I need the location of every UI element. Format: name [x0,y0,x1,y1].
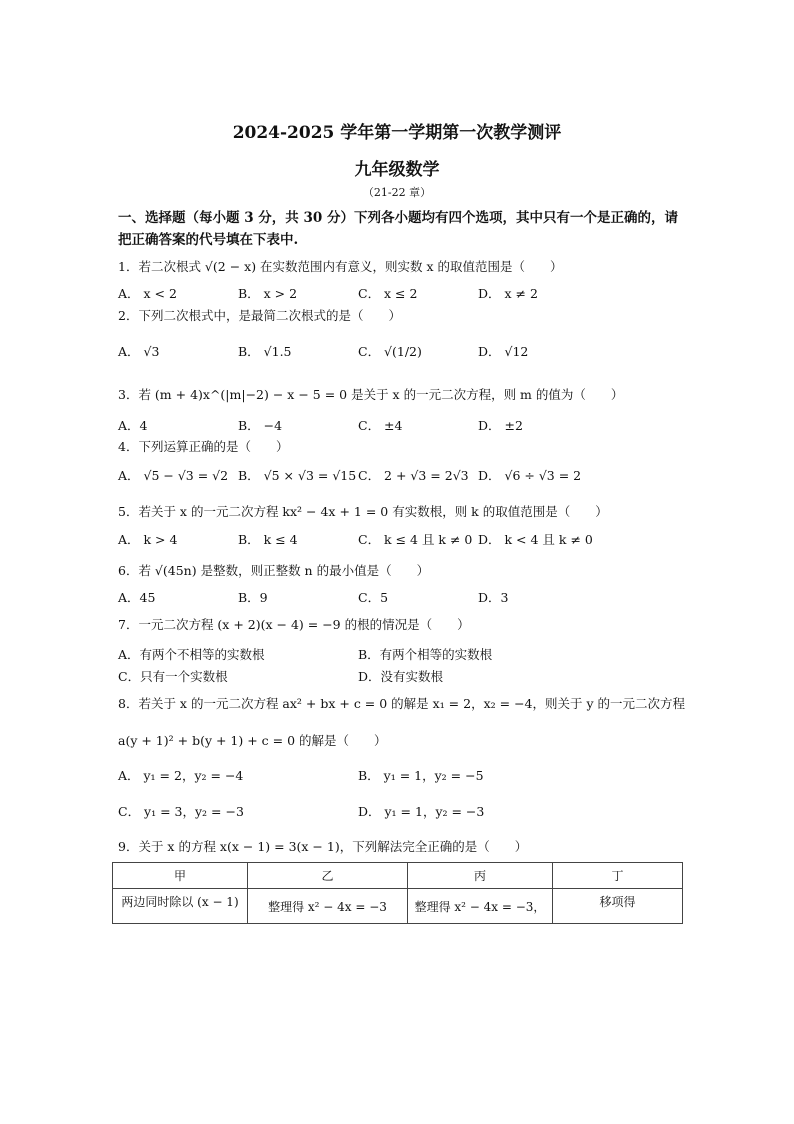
question-3-option-d: D． ±2 [478,418,523,433]
question-9-stem: 9．关于 x 的方程 x(x − 1) = 3(x − 1)，下列解法完全正确的是（ ） [118,839,528,854]
question-6-option-a: A．45 [118,590,156,605]
question-3-option-a: A．4 [118,418,148,433]
question-6-option-b: B．9 [238,590,268,605]
question-3-stem: 3．若 (m + 4)x^(|m|−2) − x − 5 = 0 是关于 x 的一元二次方程，则 m 的值为（ ） [118,387,624,402]
question-8-stem-line2: a(y + 1)² + b(y + 1) + c = 0 的解是（ ） [118,733,387,748]
question-2-stem: 2．下列二次根式中，是最简二次根式的是（ ） [118,308,401,323]
question-1-stem: 1．若二次根式 √(2 − x) 在实数范围内有意义，则实数 x 的取值范围是（ ） [118,259,563,274]
question-3-option-b: B． −4 [238,418,283,433]
question-7-stem: 7．一元二次方程 (x + 2)(x − 4) = −9 的根的情况是（ ） [118,617,470,632]
question-8-stem: 8．若关于 x 的一元二次方程 ax² + bx + c = 0 的解是 x₁ = 2，x₂ = −4，则关于 y 的一元二次方程 [118,696,685,711]
question-4-option-b: B． √5 × √3 = √15 [238,468,357,483]
question-4-option-a: A． √5 − √3 = √2 [118,468,229,483]
question-1-option-b: B． x > 2 [238,286,298,301]
question-8-option-c: C． y₁ = 3，y₂ = −3 [118,804,244,819]
question-1-option-a: A． x < 2 [118,286,177,301]
question-5-option-a: A． k > 4 [118,532,178,547]
question-7-option-a: A．有两个不相等的实数根 [118,647,265,662]
question-8-option-a: A． y₁ = 2，y₂ = −4 [118,768,244,783]
question-7-option-b: B．有两个相等的实数根 [358,647,493,662]
question-1-option-d: D． x ≠ 2 [478,286,538,301]
question-2-option-c: C． √(1/2) [358,344,422,359]
question-5-stem: 5．若关于 x 的一元二次方程 kx² − 4x + 1 = 0 有实数根，则 k 的取值范围是（ ） [118,504,608,519]
question-7-option-c: C．只有一个实数根 [118,669,228,684]
question-6-option-c: C．5 [358,590,389,605]
question-4-stem: 4．下列运算正确的是（ ） [118,439,289,454]
question-6-stem: 6．若 √(45n) 是整数，则正整数 n 的最小值是（ ） [118,563,430,578]
question-5-option-c: C． k ≤ 4 且 k ≠ 0 [358,532,473,547]
question-4-option-c: C． 2 + √3 = 2√3 [358,468,469,483]
table-row [113,889,683,924]
table-header-yi: 乙 [248,863,408,889]
table-header-row [113,863,683,889]
question-3-option-c: C． ±4 [358,418,403,433]
section-instruction-line1: 一、选择题（每小题 3 分，共 30 分）下列各小题均有四个选项，其中只有一个是正确的，请 [118,210,678,226]
solution-table [112,862,683,924]
question-2-option-b: B． √1.5 [238,344,292,359]
question-8-option-d: D． y₁ = 1，y₂ = −3 [358,804,485,819]
question-8-option-b: B． y₁ = 1，y₂ = −5 [358,768,484,783]
table-header-bing: 丙 [408,863,553,889]
question-4-option-d: D． √6 ÷ √3 = 2 [478,468,582,483]
question-5-option-d: D． k < 4 且 k ≠ 0 [478,532,593,547]
table-cell-bing: 整理得 x² − 4x = −3， [408,889,553,924]
question-7-option-d: D．没有实数根 [358,669,444,684]
question-2-option-d: D． √12 [478,344,529,359]
table-cell-ding: 移项得 [553,889,683,924]
question-1-option-c: C． x ≤ 2 [358,286,418,301]
question-6-option-d: D．3 [478,590,509,605]
question-5-option-b: B． k ≤ 4 [238,532,298,547]
section-instruction-line2: 把正确答案的代号填在下表中. [118,232,299,248]
table-header-ding: 丁 [553,863,683,889]
exam-subject: 九年级数学 [354,160,440,180]
exam-scope: （21-22 章） [362,186,432,199]
exam-title: 2024-2025 学年第一学期第一次教学测评 [232,123,562,143]
table-cell-yi: 整理得 x² − 4x = −3 [248,889,408,924]
table-cell-jia: 两边同时除以 (x − 1) [113,889,248,924]
question-2-option-a: A． √3 [118,344,160,359]
table-header-jia: 甲 [113,863,248,889]
